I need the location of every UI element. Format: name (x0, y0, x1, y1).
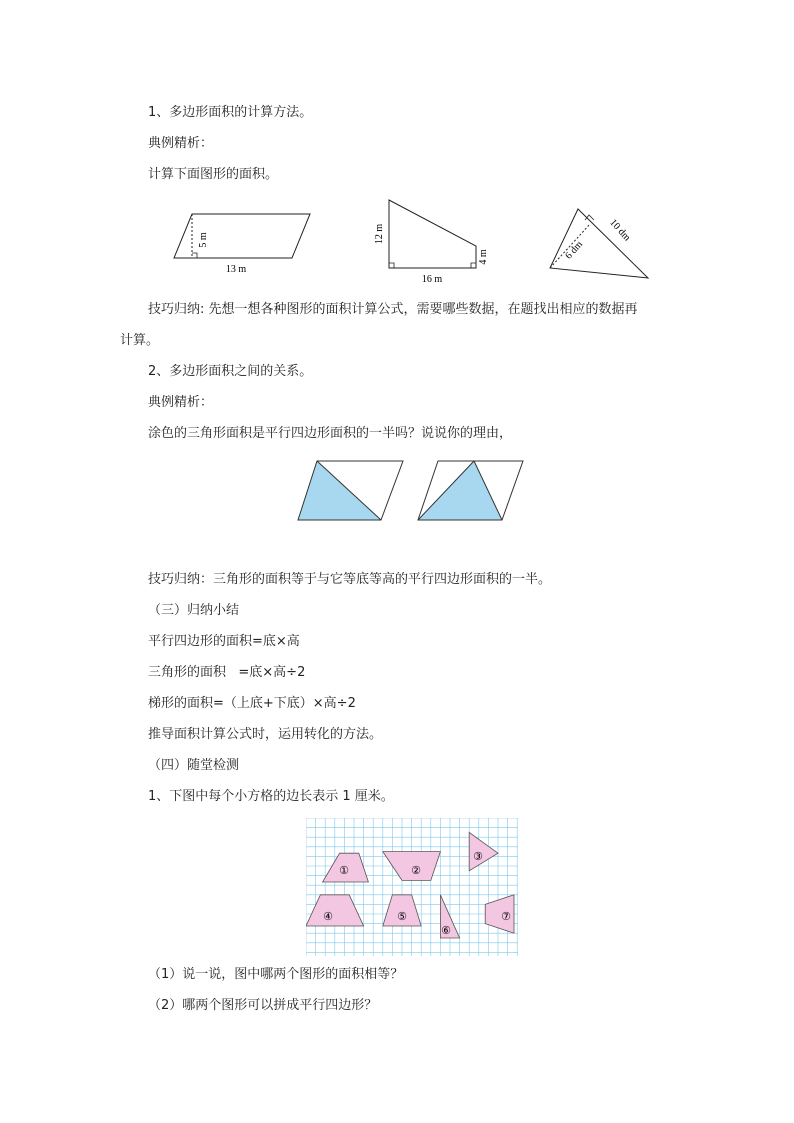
trapezoid-figure (374, 200, 489, 285)
shape-7 (485, 895, 514, 933)
section1-example-label: 典例精析： (148, 136, 214, 151)
check-sub-question-2: （2）哪两个图形可以拼成平行四边形？ (148, 998, 378, 1013)
triangle-side-label: 10 dm (607, 217, 633, 244)
summary-heading: （三）归纳小结 (148, 603, 240, 618)
shape-3-label: ③ (473, 851, 483, 863)
section2-example-label: 典例精析： (148, 395, 214, 410)
trapezoid-right-label: 4 m (478, 249, 489, 265)
check-heading: （四）随堂检测 (148, 758, 240, 773)
check-question-1: 1、下图中每个小方格的边长表示 1 厘米。 (148, 789, 394, 804)
shape-2-label: ② (411, 865, 421, 877)
summary-note: 推导面积计算公式时，运用转化的方法。 (148, 727, 383, 742)
formula-triangle: 三角形的面积 =底×高÷2 (148, 665, 306, 680)
shape-6-label: ⑥ (441, 925, 451, 937)
grid-figure (306, 818, 518, 956)
triangle-figure (550, 209, 648, 278)
formula-parallelogram: 平行四边形的面积=底×高 (148, 634, 300, 649)
section1-question: 计算下面图形的面积。 (148, 167, 279, 182)
triangle-height-label: 6 dm (563, 239, 586, 262)
parallelogram-right (418, 461, 523, 520)
section2-question: 涂色的三角形面积是平行四边形面积的一半吗？说说你的理由， (148, 426, 513, 441)
area-figures (160, 198, 670, 286)
parallelogram-comparison-figure (292, 456, 532, 526)
trapezoid-left-label: 12 m (374, 223, 385, 245)
section1-tip-line1: 技巧归纳: 先想一想各种图形的面积计算公式，需要哪些数据，在题找出相应的数据再 (148, 302, 638, 317)
shape-1-label: ① (339, 865, 349, 877)
trapezoid-bottom-label: 16 m (421, 274, 443, 285)
shape-5 (383, 895, 421, 926)
parallelogram-figure (174, 214, 310, 275)
shape-7-label: ⑦ (501, 911, 511, 923)
shape-3 (469, 832, 498, 870)
shape-4 (306, 895, 364, 926)
grid-lines (306, 818, 518, 956)
parallelogram-base-label: 13 m (225, 264, 247, 275)
parallelogram-height-label: 5 m (198, 232, 209, 248)
parallelogram-left (298, 461, 403, 520)
section1-tip-line2: 计算。 (120, 333, 160, 348)
shape-4-label: ④ (323, 911, 333, 923)
formula-trapezoid: 梯形的面积=（上底+下底）×高÷2 (148, 696, 356, 711)
section2-tip: 技巧归纳：三角形的面积等于与它等底等高的平行四边形面积的一半。 (148, 572, 552, 587)
section1-title: 1、多边形面积的计算方法。 (148, 105, 313, 120)
shape-1 (323, 853, 369, 882)
section2-title: 2、多边形面积之间的关系。 (148, 364, 313, 379)
check-sub-question-1: （1）说一说，图中哪两个图形的面积相等？ (148, 967, 404, 982)
shape-5-label: ⑤ (397, 911, 407, 923)
